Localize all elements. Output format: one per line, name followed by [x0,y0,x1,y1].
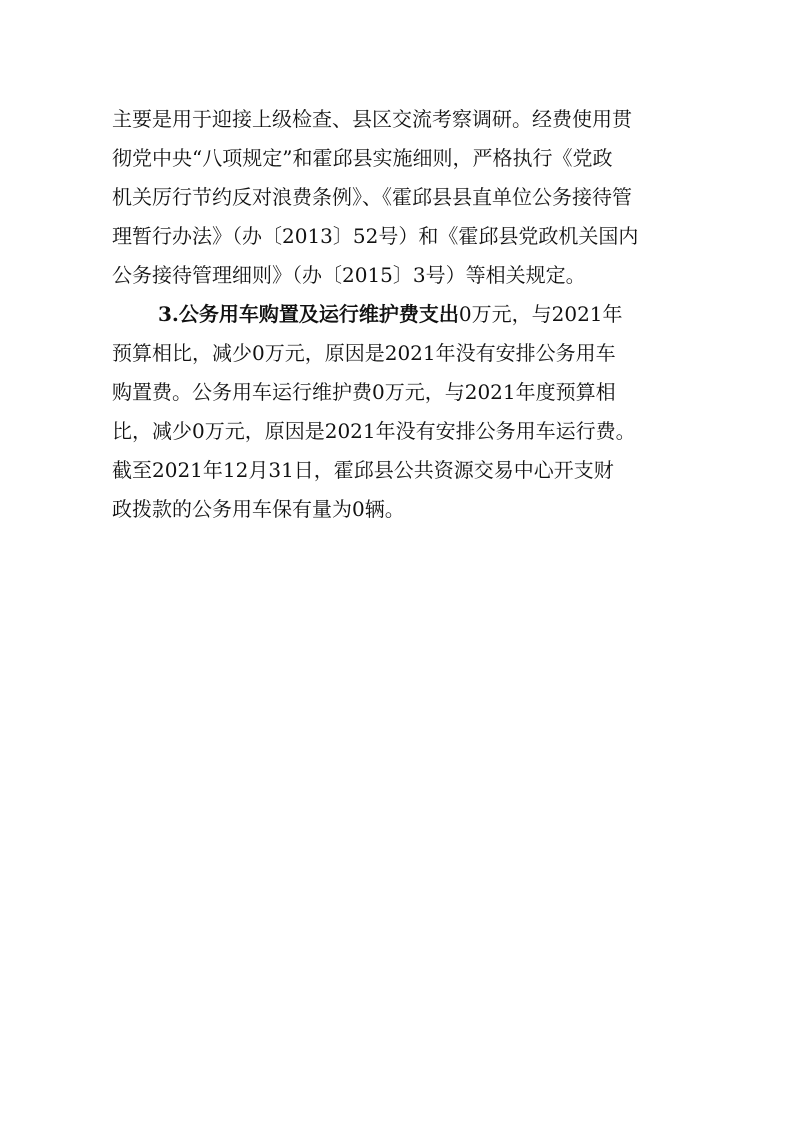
section-heading-line [112,296,682,335]
body-text [112,101,682,530]
line-text: 主要是用于迎接上级检查、县区交流考察调研。经费使用贯 [112,107,632,131]
line-text: 比，减少0万元，原因是2021年没有安排公务用车运行费。 [112,419,636,443]
line-text: 彻党中央“八项规定”和霍邱县实施细则，严格执行《党政 [112,146,613,170]
line-text: 购置费。公务用车运行维护费0万元，与2021年度预算相 [112,380,616,404]
paragraph-line [112,257,682,296]
section-heading: 3.公务用车购置及运行维护费支出 [158,302,459,326]
paragraph-line [112,413,682,452]
paragraph-line [112,335,682,374]
paragraph-line [112,140,682,179]
line-text: 政拨款的公务用车保有量为0辆。 [112,497,405,521]
line-text: 机关厉行节约反对浪费条例》、《霍邱县县直单位公务接待管 [112,185,632,209]
section-heading-rest: 0万元，与2021年 [458,302,623,326]
line-text: 截至2021年12月31日，霍邱县公共资源交易中心开支财 [112,458,614,482]
line-text: 理暂行办法》（办〔2013〕52号）和《霍邱县党政机关国内 [112,224,639,248]
line-text: 公务接待管理细则》（办〔2015〕3号）等相关规定。 [112,263,586,287]
paragraph-line [112,101,682,140]
paragraph-line [112,491,682,530]
paragraph-line [112,452,682,491]
paragraph-line [112,374,682,413]
paragraph-line [112,218,682,257]
paragraph-line [112,179,682,218]
line-text: 预算相比，减少0万元，原因是2021年没有安排公务用车 [112,341,616,365]
